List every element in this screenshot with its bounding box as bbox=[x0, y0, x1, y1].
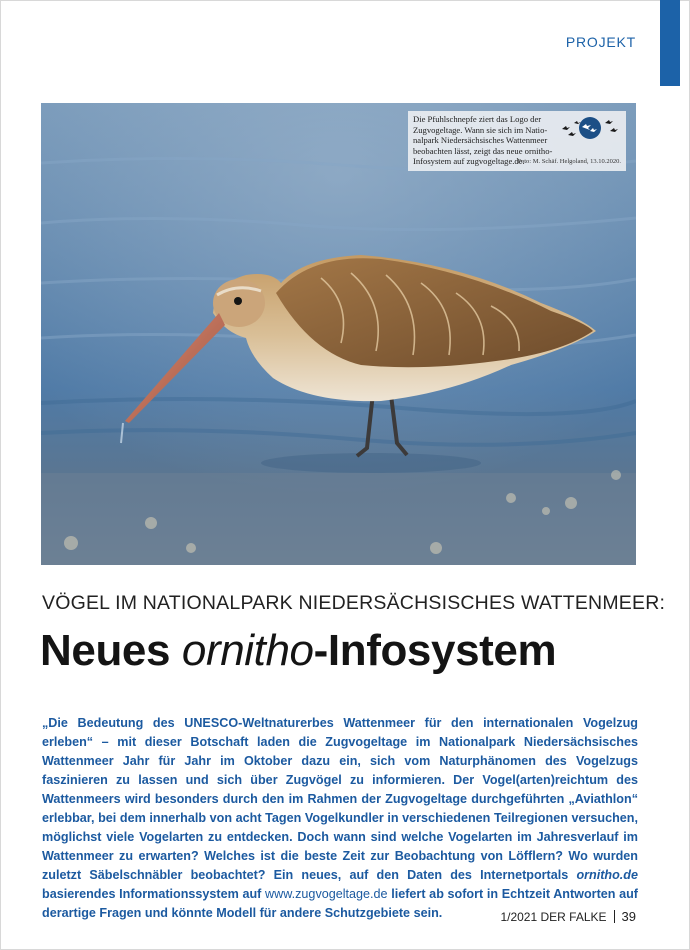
photo-credit: Foto: M. Schäf. Helgoland, 13.10.2020. bbox=[517, 158, 621, 166]
lead-part-2: basierendes Informationssystem auf bbox=[42, 887, 266, 901]
article-title bbox=[40, 624, 660, 678]
title-italic: ornitho bbox=[181, 626, 314, 675]
title-part-1: Neues bbox=[40, 626, 182, 675]
lead-part-3: liefert ab sofort in Echtzeit Antworten auf derartige Fragen und könnte Modell für andere Schutzgebiete sein. bbox=[42, 887, 639, 920]
section-accent-bar bbox=[660, 0, 680, 86]
page-number: 39 bbox=[621, 909, 636, 924]
page-footer bbox=[500, 909, 636, 924]
title-part-2: -Infosystem bbox=[313, 626, 557, 675]
lead-part-1: „Die Bedeutung des UNESCO-Weltnaturerbes Wattenmeer für den internationalen Vogelzug erleben“ – mit dieser Botschaft laden die Zugvogeltage im Nationalpark Niedersächsisches Wattenmeer Jahr für Jahr im Oktober dazu ein, sich vom Naturphänomen des Vogelzugs faszinieren zu lassen und sich über Zugvögel zu informieren. Der Vogel(arten)reichtum des Wattenmeers wird besonders durch den im Rahmen der Zugvogeltage durchgeführten „Aviathlon“ erlebbar, bei dem innerhalb von acht Tagen Vogelkundler in verschiedenen Teilregionen versuchen, möglichst viele Vogelarten zu entdecken. Doch wann sind welche Vogelarten im Jahresverlauf im Wattenmeer zu erwarten? Welches ist die beste Zeit zur Beobachtung von Löfflern? Wo wurden zuletzt Säbelschnäbler beobachtet? Ein neues, auf den Daten des Internetportals bbox=[42, 716, 638, 882]
article-lead bbox=[42, 714, 638, 923]
caption-text: Die Pfuhlschnepfe ziert das Logo der Zugvogeltage. Wann sie sich im Nationalpark Niedersächsisches Wattenmeer beobachten lässt, zeigt das neue ornitho-Infosystem auf zugvogeltage.de. bbox=[413, 114, 553, 167]
footer-issue: 1/2021 bbox=[500, 910, 538, 924]
footer-magazine: DER FALKE bbox=[540, 910, 607, 924]
lead-italic: ornitho.de bbox=[576, 868, 638, 882]
migrating-birds-logo-icon bbox=[560, 115, 620, 143]
footer-separator bbox=[614, 910, 615, 923]
article-kicker: VÖGEL IM NATIONALPARK NIEDERSÄCHSISCHES WATTENMEER: bbox=[42, 592, 666, 614]
photo-caption bbox=[408, 111, 626, 171]
section-label: PROJEKT bbox=[565, 34, 636, 50]
lead-url-link[interactable]: www.zugvogeltage.de bbox=[265, 887, 388, 901]
bird-photo bbox=[41, 103, 636, 565]
